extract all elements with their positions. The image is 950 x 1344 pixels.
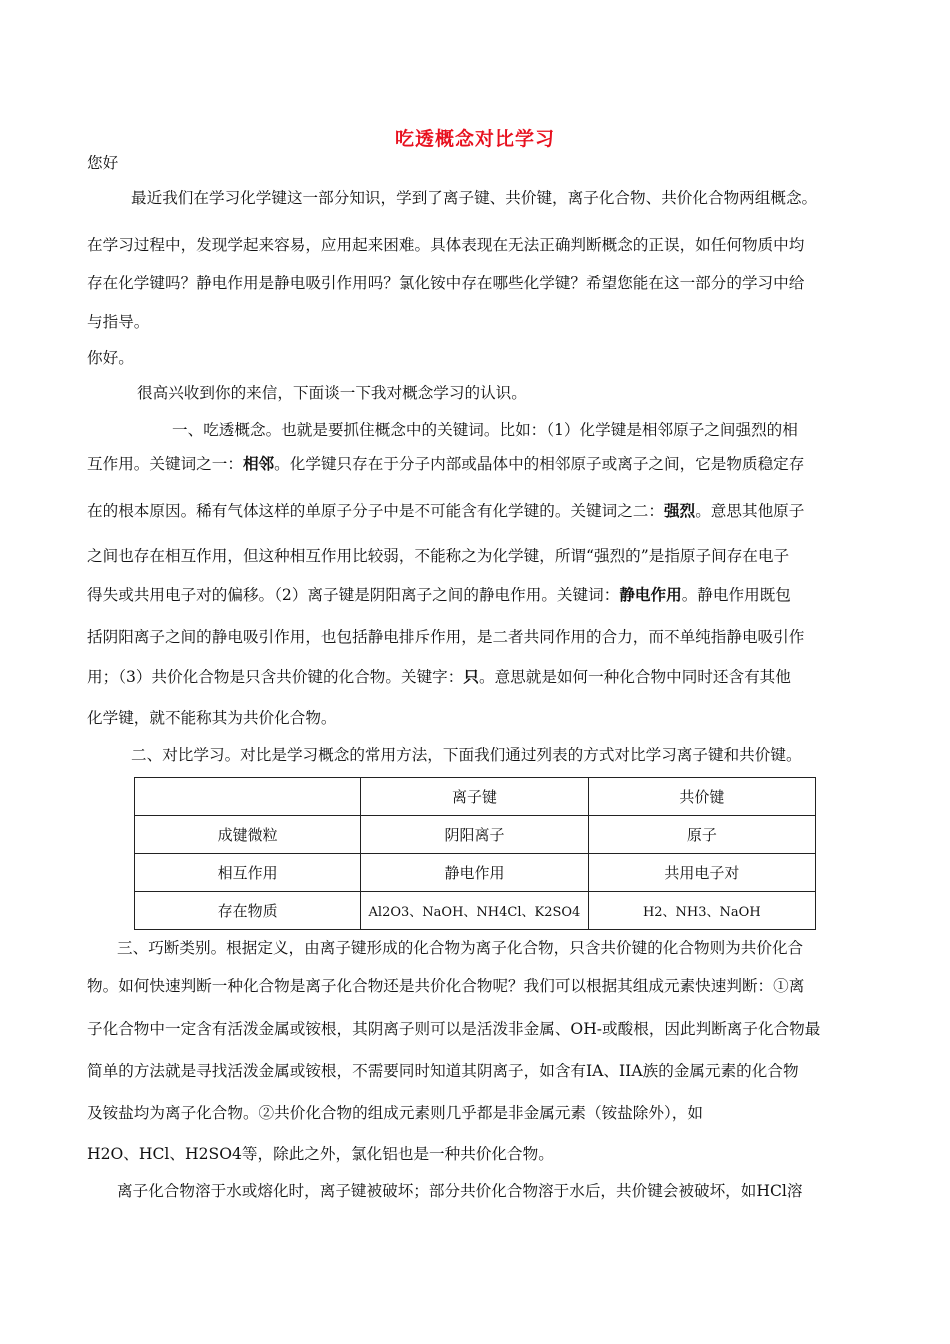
table-cell: 静电作用 (361, 854, 588, 892)
table-cell: 阴阳离子 (361, 816, 588, 854)
table-cell: 存在物质 (135, 892, 361, 930)
section1-line-7: 用；（3）共价化合物是只含共价键的化合物。关键字：只。意思就是如何一种化合物中同时还含有其他 (87, 668, 791, 686)
section1-line-8: 化学键，就不能称其为共价化合物。 (87, 709, 337, 727)
section3-line-6: H2O、HCl、H2SO4等，除此之外，氯化铝也是一种共价化合物。 (87, 1145, 554, 1163)
section3-line-3: 子化合物中一定含有活泼金属或铵根，其阴离子则可以是活泼非金属、OH-或酸根，因此判断离子化合物最 (87, 1020, 821, 1038)
section2-line: 二、对比学习。对比是学习概念的常用方法，下面我们通过列表的方式对比学习离子键和共价键。 (131, 746, 802, 764)
document-title: 吃透概念对比学习 (394, 128, 555, 150)
section1-line-3: 在的根本原因。稀有气体这样的单原子分子中是不可能含有化学键的。关键词之二：强烈。意思其他原子 (87, 502, 805, 520)
keyword-2: 强烈 (663, 502, 696, 520)
table-cell: 成键微粒 (135, 816, 361, 854)
keyword-4: 只 (463, 668, 479, 686)
question-line-3: 存在化学键吗？静电作用是静电吸引作用吗？氯化铵中存在哪些化学键？希望您能在这一部分的学习中给 (87, 274, 805, 292)
table-header-ionic: 离子键 (361, 778, 588, 816)
table-row (135, 816, 816, 854)
keyword-1: 相邻 (242, 455, 275, 473)
section3-line-4: 简单的方法就是寻找活泼金属或铵根，不需要同时知道其阴离子，如含有IA、IIA族的金属元素的化合物 (87, 1062, 799, 1080)
table-header-row (135, 778, 816, 816)
reply-greeting: 你好。 (87, 349, 134, 367)
table-cell: 共用电子对 (588, 854, 815, 892)
reply-intro: 很高兴收到你的来信，下面谈一下我对概念学习的认识。 (137, 384, 527, 402)
table-cell: Al2O3、NaOH、NH4Cl、K2SO4 (361, 892, 588, 930)
table-row (135, 892, 816, 930)
section1-line-4: 之间也存在相互作用，但这种相互作用比较弱，不能称之为化学键，所谓“强烈的”是指原子间存在电子 (87, 547, 790, 565)
last-paragraph-line: 离子化合物溶于水或熔化时，离子键被破坏；部分共价化合物溶于水后，共价键会被破坏，如HCl溶 (117, 1182, 803, 1200)
table-header-covalent: 共价键 (588, 778, 815, 816)
section1-line-2: 互作用。关键词之一：相邻。化学键只存在于分子内部或晶体中的相邻原子或离子之间，它是物质稳定存 (87, 455, 805, 473)
table-cell (135, 778, 361, 816)
section3-line-2: 物。如何快速判断一种化合物是离子化合物还是共价化合物呢？我们可以根据其组成元素快速判断：①离 (87, 977, 805, 995)
question-line-4: 与指导。 (87, 313, 150, 331)
section1-line-1: 一、吃透概念。也就是要抓住概念中的关键词。比如：（1）化学键是相邻原子之间强烈的相 (172, 421, 798, 439)
question-line-2: 在学习过程中，发现学起来容易，应用起来困难。具体表现在无法正确判断概念的正误，如任何物质中均 (87, 236, 805, 254)
section3-line-1: 三、巧断类别。根据定义，由离子键形成的化合物为离子化合物，只含共价键的化合物则为共价化合 (117, 939, 804, 957)
table-cell: 原子 (588, 816, 815, 854)
table-cell: 相互作用 (135, 854, 361, 892)
section3-line-5: 及铵盐均为离子化合物。②共价化合物的组成元素则几乎都是非金属元素（铵盐除外），如 (87, 1104, 703, 1122)
section1-line-6: 括阴阳离子之间的静电吸引作用，也包括静电排斥作用，是二者共同作用的合力，而不单纯指静电吸引作 (87, 628, 805, 646)
greeting: 您好 (87, 154, 119, 172)
comparison-table (134, 777, 816, 930)
keyword-3: 静电作用 (619, 586, 682, 604)
table-row (135, 854, 816, 892)
table-cell: H2、NH3、NaOH (588, 892, 815, 930)
section1-line-5: 得失或共用电子对的偏移。（2）离子键是阴阳离子之间的静电作用。关键词：静电作用。静电作用既包 (87, 586, 791, 604)
question-line-1: 最近我们在学习化学键这一部分知识，学到了离子键、共价键，离子化合物、共价化合物两组概念。 (131, 189, 818, 207)
